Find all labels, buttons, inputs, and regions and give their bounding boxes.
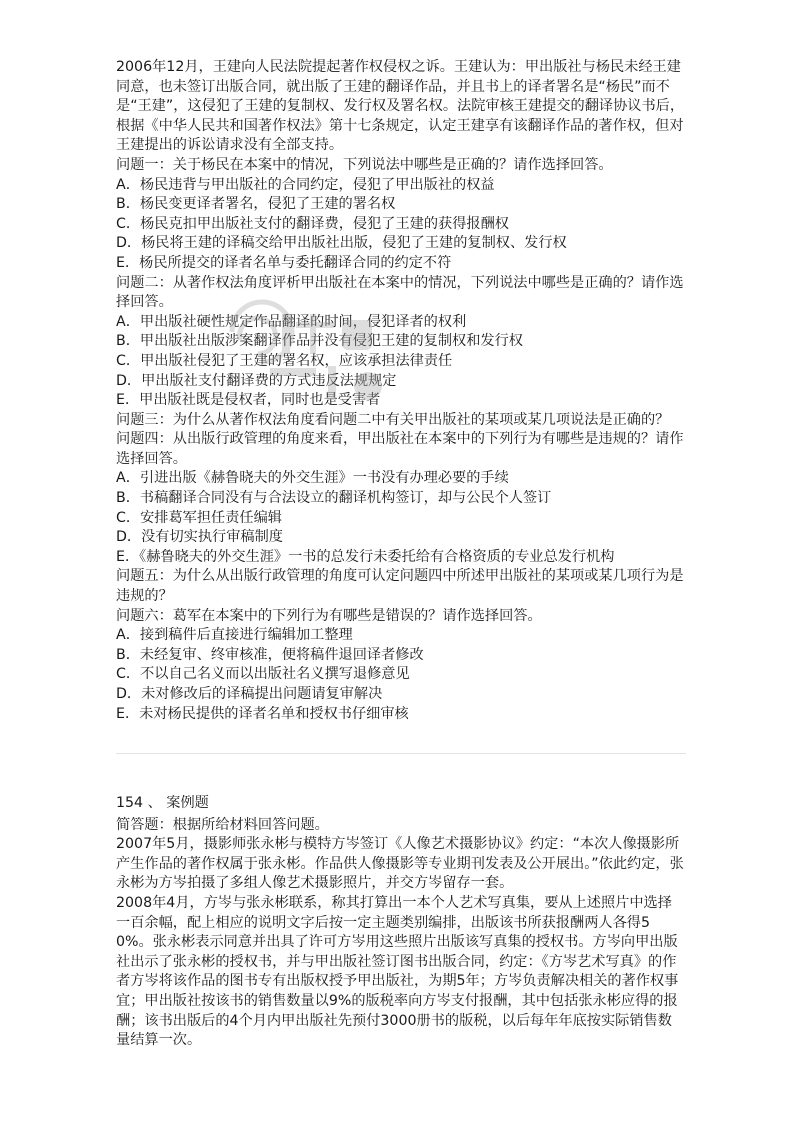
option-line: E．未对杨民提供的译者名单和授权书仔细审核	[116, 705, 409, 722]
option-line: E．《赫鲁晓夫的外交生涯》一书的总发行未委托给有合格资质的专业总发行机构	[116, 548, 615, 565]
case-paragraph: 2007年5月，摄影师张永彬与模特方岑签订《人像艺术摄影协议》约定：“本次人像摄影所产生作品的著作权属于张永彬。作品供人像摄影等专业期刊发表及公开展出。”依此约定，张永彬为方岑拍摄了多组人像艺术摄影照片，并交方岑留存一套。	[116, 836, 684, 892]
case-paragraph: 2008年4月，方岑与张永彬联系，称其打算出一本个人艺术写真集，要从上述照片中选择一百余幅，配上相应的说明文字后按一定主题类别编排，出版该书所获报酬两人各得50%。张永彬表示同意并出具了许可方岑用这些照片出版该写真集的授权书。方岑向甲出版社出示了张永彬的授权书，并与甲出版社签订图书出版合同，约定：《方岑艺术写真》的作者方岑将该作品的图书专有出版权授予甲出版社，为期5年；方岑负责解决相关的著作权事宜；甲出版社按该书的销售数量以9%的版税率向方岑支付报酬，其中包括张永彬应得的报酬；该书出版后的4个月内甲出版社先预付3000册书的版税，以后每年年底按实际销售数量结算一次。	[116, 894, 679, 1049]
option-line: A．引进出版《赫鲁晓夫的外交生涯》一书没有办理必要的手续	[116, 470, 509, 487]
case-number-heading: 154 、 案例题	[116, 795, 209, 811]
task-instruction: 简答题：根据所给材料回答问题。	[116, 816, 329, 833]
option-line: B．甲出版社出版涉案翻译作品并没有侵犯王建的复制权和发行权	[116, 333, 523, 350]
question-four: 问题四：从出版行政管理的角度来看，甲出版社在本案中的下列行为有哪些是违规的？请作选择回答。	[116, 431, 684, 467]
option-line: C．杨民克扣甲出版社支付的翻译费，侵犯了王建的获得报酬权	[116, 215, 509, 232]
option-line: D．杨民将王建的译稿交给甲出版社出版，侵犯了王建的复制权、发行权	[116, 235, 567, 252]
question-three: 问题三：为什么从著作权法角度看问题二中有关甲出版社的某项或某几项说法是正确的？	[116, 411, 670, 428]
option-line: E．甲出版社既是侵权者，同时也是受害者	[116, 392, 381, 409]
option-line: A．甲出版社硬性规定作品翻译的时间，侵犯译者的权利	[116, 313, 467, 330]
option-line: D．甲出版社支付翻译费的方式违反法规规定	[116, 372, 397, 389]
question-two: 问题二：从著作权法角度评析甲出版社在本案中的情况，下列说法中哪些是正确的？请作选择回答。	[116, 274, 684, 311]
question-one: 问题一：关于杨民在本案中的情况，下列说法中哪些是正确的？请作选择回答。	[116, 156, 613, 173]
option-line: A．接到稿件后直接进行编辑加工整理	[116, 627, 353, 644]
option-line: D．没有切实执行审稿制度	[116, 529, 283, 546]
option-line: C．不以自己名义而以出版社名义撰写退修意见	[116, 666, 410, 683]
option-line: C．安排葛军担任责任编辑	[116, 509, 282, 526]
case-154-section	[116, 794, 686, 1051]
question-five: 问题五：为什么从出版行政管理的角度可认定问题四中所述甲出版社的某项或某几项行为是违规的？	[116, 568, 684, 605]
case-background-paragraph: 2006年12月，王建向人民法院提起著作权侵权之诉。王建认为：甲出版社与杨民未经王建同意，也未签订出版合同，就出版了王建的翻译作品，并且书上的译者署名是“杨民”而不是“王建”，这侵犯了王建的复制权、发行权及署名权。法院审核王建提交的翻译协议书后，根据《中华人民共和国著作权法》第十七条规定，认定王建享有该翻译作品的著作权，但对王建提出的诉讼请求没有全部支持。	[116, 59, 685, 154]
option-line: B．书稿翻译合同没有与合法设立的翻译机构签订，却与公民个人签订	[116, 490, 552, 507]
option-line: C．甲出版社侵犯了王建的署名权，应该承担法律责任	[116, 352, 453, 369]
option-line: D．未对修改后的译稿提出问题请复审解决	[116, 686, 383, 702]
option-line: B．未经复审、终审核准，便将稿件退回译者修改	[116, 646, 424, 663]
question-section	[116, 58, 686, 724]
option-line: B．杨民变更译者署名，侵犯了王建的署名权	[116, 196, 396, 213]
question-six: 问题六：葛军在本案中的下列行为有哪些是错误的？请作选择回答。	[116, 607, 542, 624]
option-line: A．杨民违背与甲出版社的合同约定，侵犯了甲出版社的权益	[116, 176, 495, 193]
section-divider	[116, 753, 686, 754]
option-line: E．杨民所提交的译者名单与委托翻译合同的约定不符	[116, 254, 452, 271]
